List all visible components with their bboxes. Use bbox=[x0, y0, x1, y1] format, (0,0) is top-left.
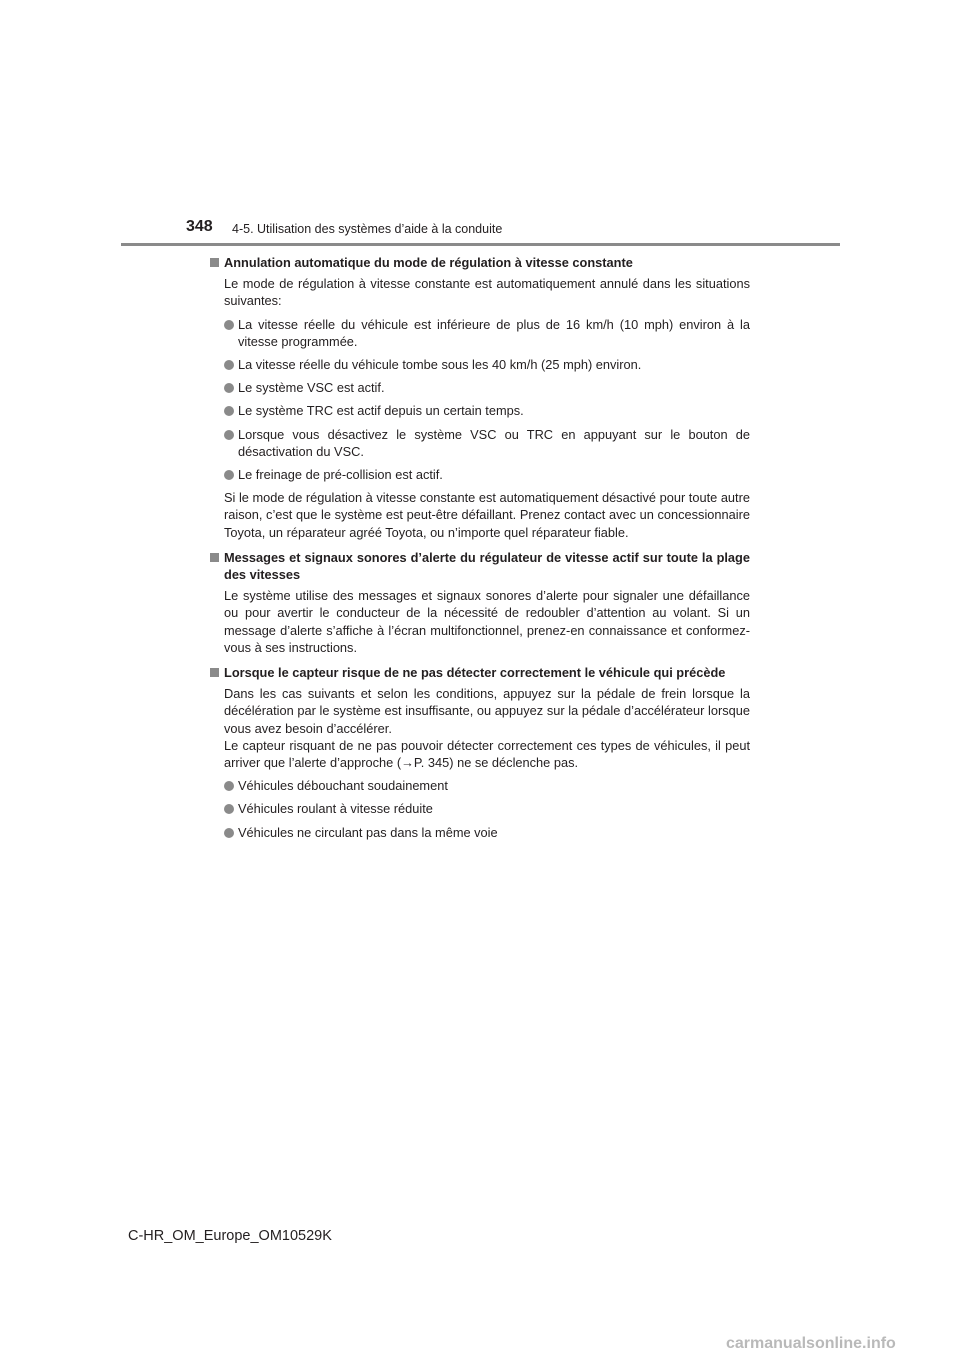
page-content bbox=[210, 254, 750, 847]
list-item-text: Le système TRC est actif depuis un certain temps. bbox=[238, 403, 524, 419]
circle-bullet-icon bbox=[224, 828, 234, 838]
list-item bbox=[210, 466, 750, 483]
section-heading-text: Lorsque le capteur risque de ne pas détecter correctement le véhicule qui précède bbox=[224, 665, 726, 681]
list-item bbox=[210, 379, 750, 396]
list-item bbox=[210, 402, 750, 419]
list-item-text: Véhicules débouchant soudainement bbox=[238, 778, 448, 794]
header-rule bbox=[121, 243, 840, 246]
list-item bbox=[210, 824, 750, 841]
paragraph-line: Le capteur risquant de ne pas pouvoir détecter correctement ces types de véhicules, il peut arriver que l’alerte d’approche (→P. 345) ne se déclenche pas. bbox=[224, 737, 750, 771]
paragraph: Si le mode de régulation à vitesse constante est automatiquement désactivé pour toute autre raison, c’est que le système est peut-être défaillant. Prenez contact avec un concessionnaire Toyota, un réparateur agréé Toyota, ou n’importe quel réparateur fiable. bbox=[224, 490, 750, 540]
list-item bbox=[210, 777, 750, 794]
square-bullet-icon bbox=[210, 668, 219, 677]
list-item-text: Le freinage de pré-collision est actif. bbox=[238, 467, 443, 483]
watermark: carmanualsonline.info bbox=[726, 1335, 896, 1352]
list-item bbox=[210, 356, 750, 373]
list-item bbox=[210, 800, 750, 817]
paragraph-line: Dans les cas suivants et selon les conditions, appuyez sur la pédale de frein lorsque la décélération par le système est insuffisante, ou appuyez sur la pédale d’accélérateur lorsque vous avez besoin d’accélérer. bbox=[224, 686, 750, 736]
paragraph: Le système utilise des messages et signaux sonores d’alerte pour signaler une défaillance ou pour avertir le conducteur de la nécessité de redoubler d’attention au volant. Si un message d’alerte s’affiche à l’écran multifonctionnel, prenez-en connaissance et conformez-vous à ses instructions. bbox=[224, 588, 750, 655]
circle-bullet-icon bbox=[224, 781, 234, 791]
section-heading-text: Messages et signaux sonores d’alerte du régulateur de vitesse actif sur toute la plage des vitesses bbox=[224, 549, 750, 583]
list-item-text: La vitesse réelle du véhicule tombe sous les 40 km/h (25 mph) environ. bbox=[238, 357, 642, 373]
page-number: 348 bbox=[186, 218, 213, 235]
circle-bullet-icon bbox=[224, 406, 234, 416]
paragraph: Le mode de régulation à vitesse constante est automatiquement annulé dans les situations suivantes: bbox=[224, 276, 750, 309]
circle-bullet-icon bbox=[224, 320, 234, 330]
chapter-title: 4-5. Utilisation des systèmes d’aide à la conduite bbox=[232, 222, 503, 236]
list-item bbox=[210, 426, 750, 460]
paragraph bbox=[210, 685, 750, 771]
section-heading-text: Annulation automatique du mode de régulation à vitesse constante bbox=[224, 255, 633, 270]
circle-bullet-icon bbox=[224, 430, 234, 440]
square-bullet-icon bbox=[210, 258, 219, 267]
circle-bullet-icon bbox=[224, 360, 234, 370]
list-item-text: Véhicules roulant à vitesse réduite bbox=[238, 801, 433, 817]
section-heading bbox=[210, 549, 750, 583]
section-heading bbox=[210, 664, 750, 681]
document-code: C-HR_OM_Europe_OM10529K bbox=[128, 1228, 332, 1244]
list-item-text: Lorsque vous désactivez le système VSC ou TRC en appuyant sur le bouton de désactivation du VSC. bbox=[238, 426, 750, 459]
circle-bullet-icon bbox=[224, 804, 234, 814]
circle-bullet-icon bbox=[224, 383, 234, 393]
list-item bbox=[210, 316, 750, 350]
list-item-text: Le système VSC est actif. bbox=[238, 380, 385, 396]
list-item-text: Véhicules ne circulant pas dans la même voie bbox=[238, 824, 498, 840]
square-bullet-icon bbox=[210, 553, 219, 562]
circle-bullet-icon bbox=[224, 470, 234, 480]
list-item-text: La vitesse réelle du véhicule est inférieure de plus de 16 km/h (10 mph) environ à la vitesse programmée. bbox=[238, 316, 750, 349]
section-heading bbox=[210, 254, 750, 271]
